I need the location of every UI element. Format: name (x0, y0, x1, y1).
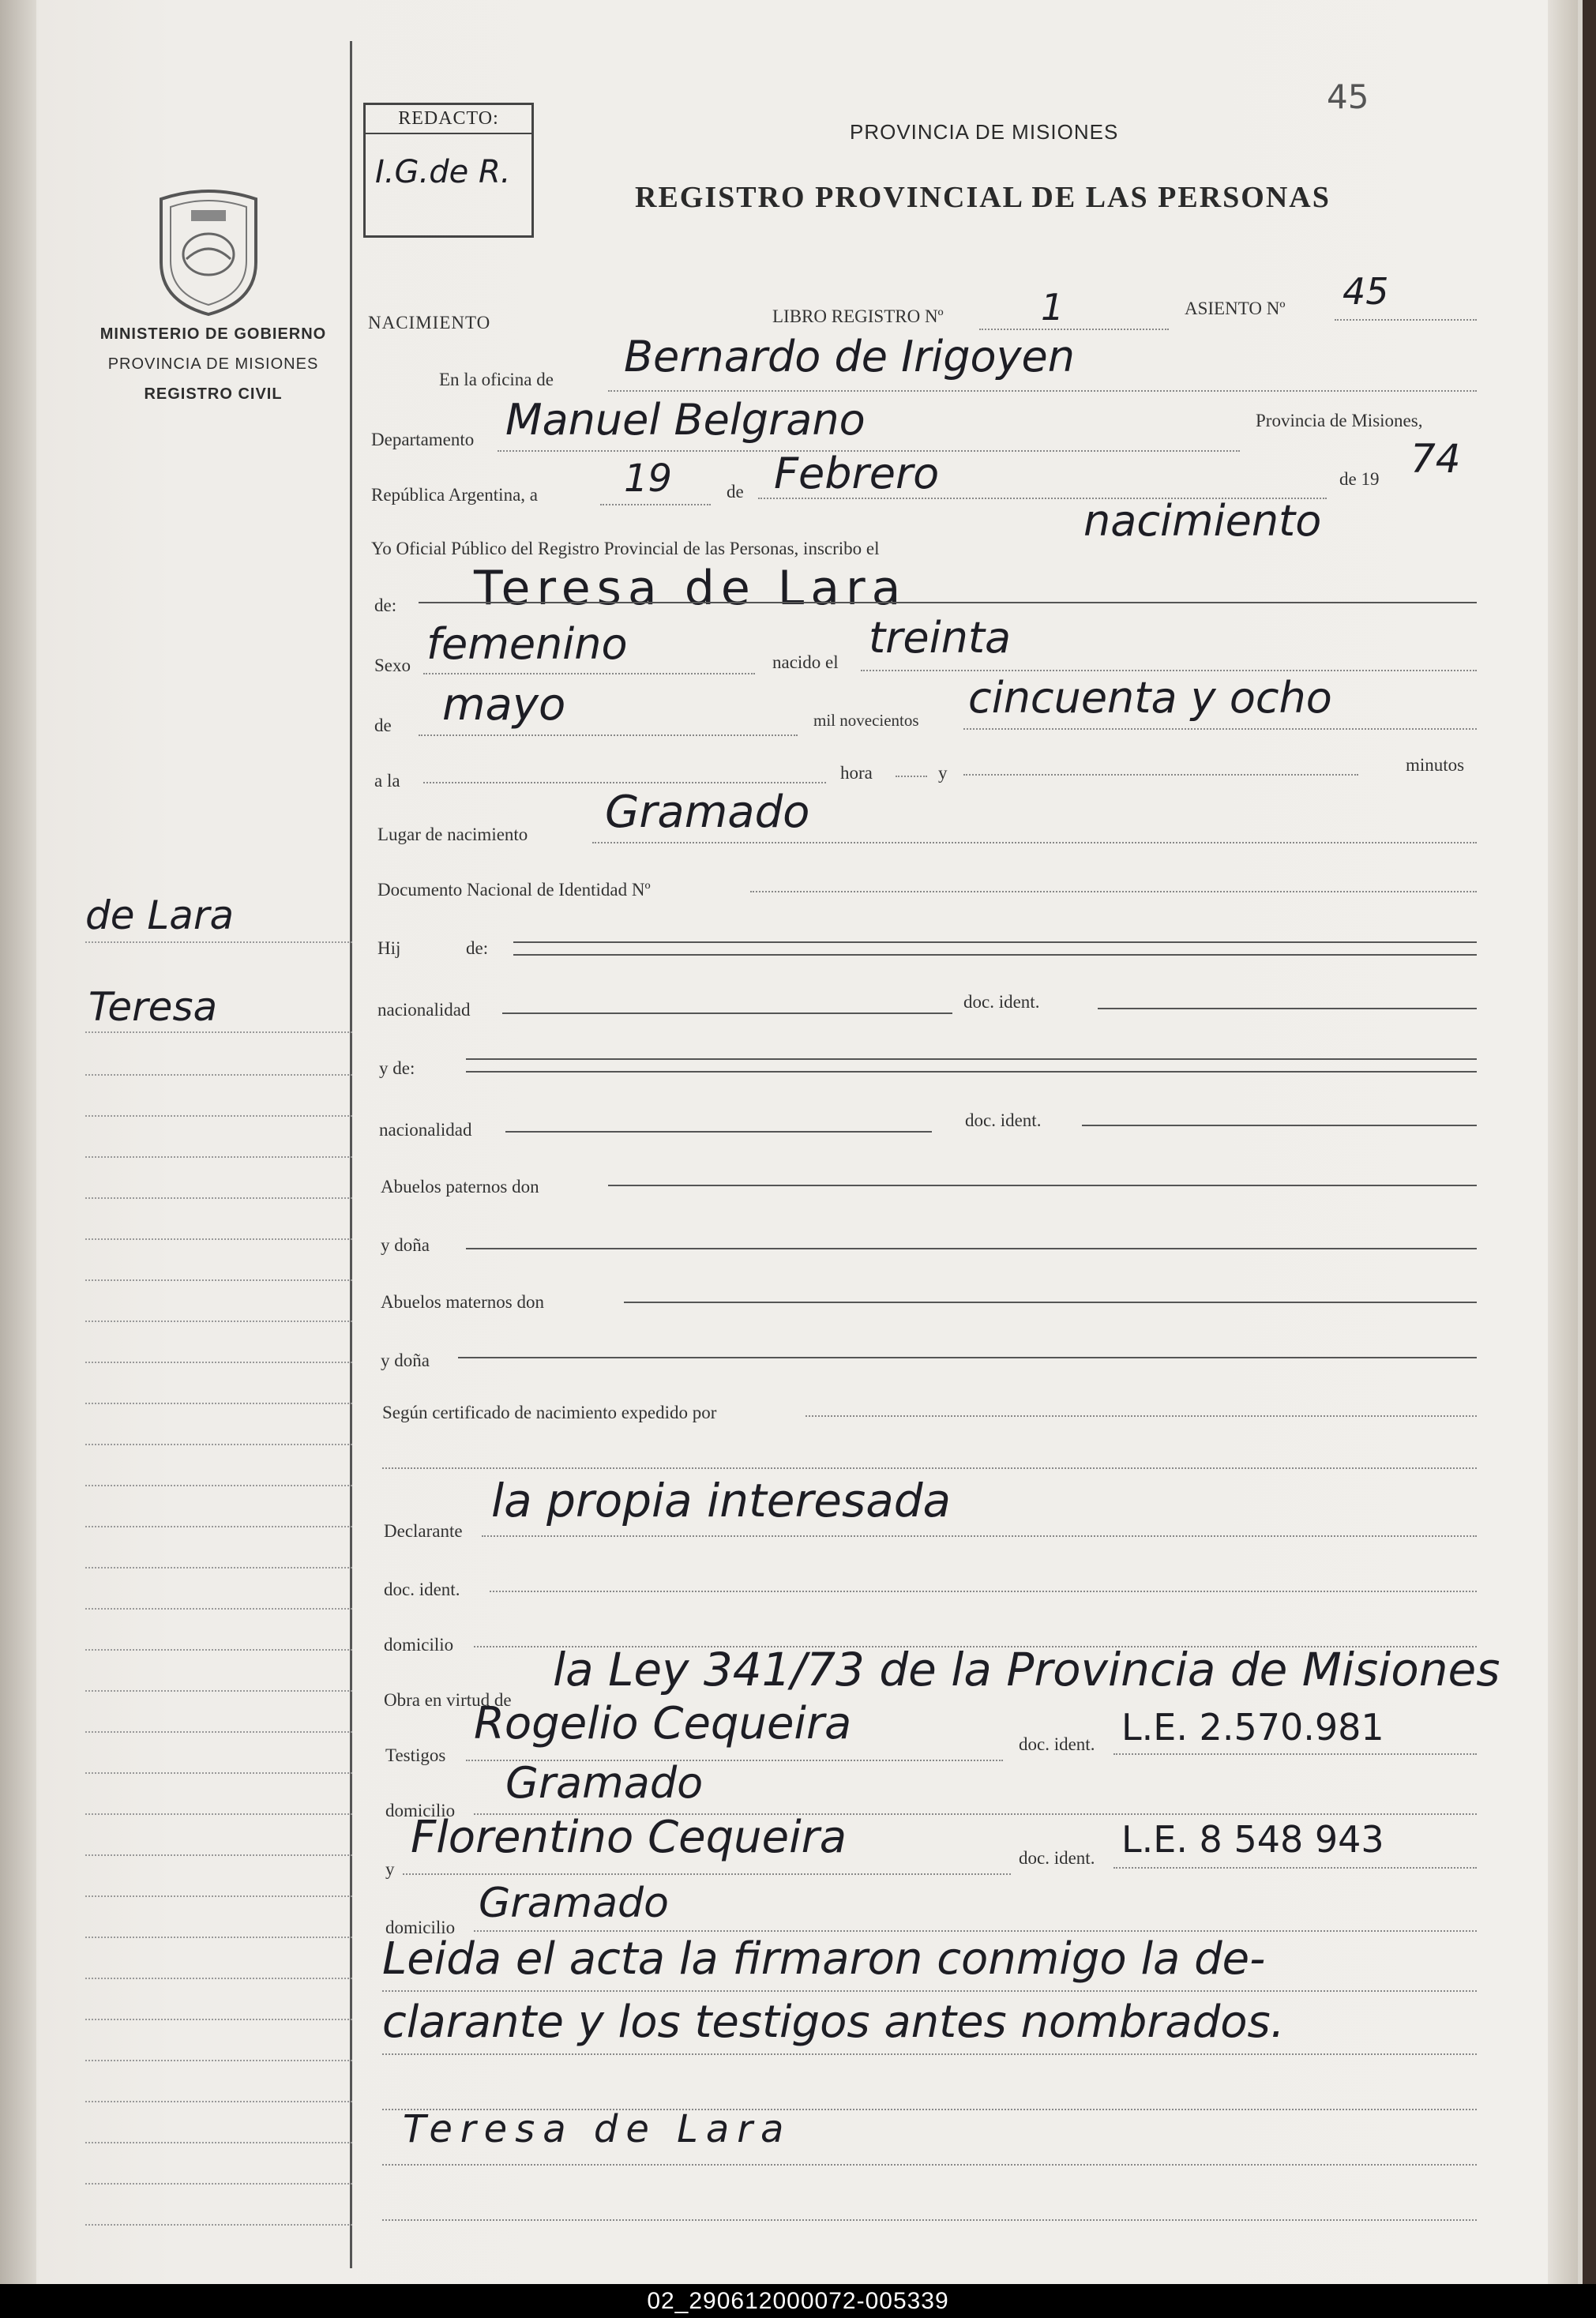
label-hora: hora (840, 763, 873, 783)
label-y-dona-paterna: y doña (381, 1235, 430, 1255)
value-libro: 1 (1041, 286, 1065, 329)
label-nacido: nacido el (772, 652, 839, 672)
label-hij: Hij (377, 938, 401, 958)
value-testigo2-doc: L.E. 8 548 943 (1121, 1818, 1384, 1861)
value-testigo1-doc: L.E. 2.570.981 (1121, 1706, 1384, 1749)
label-de-nombre: de: (374, 595, 397, 615)
label-abuelos-maternos: Abuelos maternos don (381, 1292, 544, 1312)
label-a-la: a la (374, 771, 400, 791)
label-nacimiento: NACIMIENTO (368, 313, 491, 332)
value-dia: 19 (624, 456, 673, 501)
value-obra: la Ley 341/73 de la Provincia de Misiones (553, 1643, 1500, 1696)
label-libro: LIBRO REGISTRO Nº (772, 306, 944, 326)
label-domicilio-testigo1: domicilio (385, 1801, 456, 1820)
value-sexo: femenino (426, 619, 628, 669)
label-de-mes: de (727, 482, 744, 502)
value-nacido-mes: mayo (442, 679, 566, 731)
header-registry: REGISTRO PROVINCIAL DE LAS PERSONAS (635, 181, 1331, 214)
ministry-registry: REGISTRO CIVIL (144, 385, 283, 403)
value-lugar: Gramado (605, 787, 810, 838)
label-republica: República Argentina, a (371, 485, 538, 505)
label-minutos: minutos (1406, 755, 1465, 775)
value-nacido-anio: cincuenta y ocho (968, 673, 1332, 723)
label-obra: Obra en virtud de (384, 1690, 512, 1710)
value-asiento: 45 (1343, 270, 1389, 313)
label-de-mes2: de (374, 716, 392, 735)
label-domicilio-declarante: domicilio (384, 1635, 454, 1655)
label-doc-ident: doc. ident. (963, 992, 1040, 1012)
label-mil-novecientos: mil novecientos (813, 711, 919, 730)
value-testigo2-domicilio: Gramado (479, 1880, 669, 1927)
label-nacionalidad-madre: nacionalidad (379, 1120, 472, 1140)
redacto-stamp (363, 103, 534, 238)
label-y-de: y de: (379, 1058, 415, 1078)
provincial-seal-icon (150, 183, 267, 316)
stamp-initials: I.G.de R. (375, 154, 511, 190)
label-abuelos-paternos: Abuelos paternos don (381, 1177, 539, 1197)
label-de-padre: de: (466, 938, 489, 958)
label-doc-ident-testigo1: doc. ident. (1019, 1734, 1095, 1754)
value-testigo1-domicilio: Gramado (505, 1758, 704, 1808)
stamp-title: REDACTO: (366, 108, 531, 134)
label-de19: de 19 (1339, 469, 1380, 489)
label-asiento: ASIENTO Nº (1185, 299, 1286, 318)
value-anio: 74 (1410, 436, 1461, 482)
book-binding (0, 0, 36, 2284)
value-nombre: Teresa de Lara (474, 561, 907, 616)
margin-given-name: Teresa (88, 984, 218, 1030)
label-doc-ident-madre: doc. ident. (965, 1110, 1042, 1130)
label-domicilio-testigo2: domicilio (385, 1918, 456, 1937)
label-y-testigo2: y (385, 1859, 395, 1879)
label-sexo: Sexo (374, 656, 411, 675)
header-province: PROVINCIA DE MISIONES (850, 120, 1119, 144)
label-provincia: Provincia de Misiones, (1256, 411, 1423, 430)
margin-surname: de Lara (85, 892, 235, 938)
value-mes: Febrero (774, 449, 940, 498)
value-inscribo: nacimiento (1083, 496, 1322, 546)
value-departamento: Manuel Belgrano (505, 395, 866, 445)
value-declarante: la propia interesada (491, 1474, 952, 1527)
page-edge (1548, 0, 1578, 2284)
file-id-footer: 02_290612000072-005339 (0, 2284, 1596, 2318)
label-doc-ident-declarante: doc. ident. (384, 1580, 460, 1599)
label-declarante: Declarante (384, 1521, 463, 1541)
closing-line-1: Leida el acta la firmaron conmigo la de- (382, 1933, 1266, 1985)
value-nacido-dia: treinta (869, 613, 1012, 663)
label-dni: Documento Nacional de Identidad Nº (377, 880, 651, 900)
value-testigo2: Florentino Cequeira (411, 1812, 847, 1863)
value-testigo1: Rogelio Cequeira (474, 1698, 852, 1749)
folio-number: 45 (1327, 77, 1369, 116)
label-oficina: En la oficina de (439, 370, 554, 389)
label-nacionalidad: nacionalidad (377, 1000, 471, 1020)
declarant-signature: Teresa de Lara (403, 2107, 792, 2151)
label-doc-ident-testigo2: doc. ident. (1019, 1848, 1095, 1868)
ministry-name: MINISTERIO DE GOBIERNO (100, 325, 327, 343)
label-y-min: y (938, 763, 948, 783)
margin-divider-line (350, 41, 352, 2268)
label-y-dona-materna: y doña (381, 1351, 430, 1370)
label-yo-oficial: Yo Oficial Público del Registro Provincial de las Personas, inscribo el (371, 539, 880, 558)
ministry-province: PROVINCIA DE MISIONES (107, 355, 319, 373)
label-lugar: Lugar de nacimiento (377, 825, 528, 844)
closing-line-2: clarante y los testigos antes nombrados. (382, 1997, 1285, 2048)
label-departamento: Departamento (371, 430, 475, 449)
label-testigos: Testigos (385, 1745, 446, 1765)
label-segun-certificado: Según certificado de nacimiento expedido por (382, 1403, 717, 1422)
value-oficina: Bernardo de Irigoyen (624, 332, 1075, 381)
